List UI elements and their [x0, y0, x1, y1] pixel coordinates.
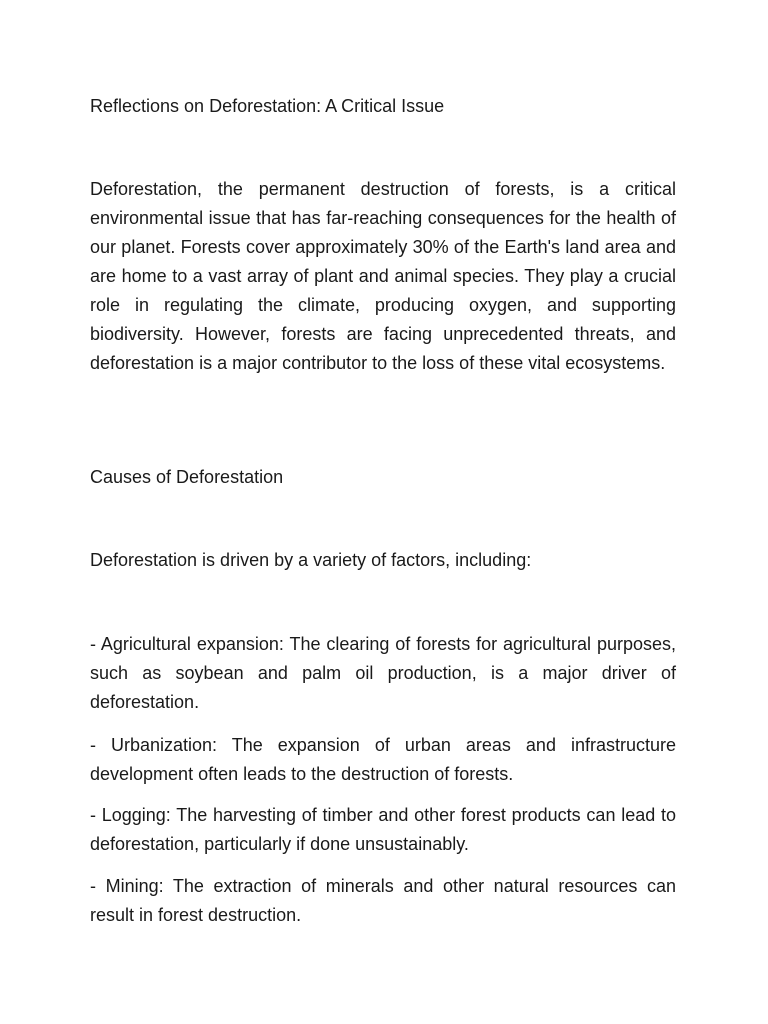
intro-paragraph: Deforestation, the permanent destruction of forests, is a critical environmental issue that has far-reaching consequences for the health of our planet. Forests cover approximately 30% of the Earth's land area and are home to a vast array of plant and animal species. They play a crucial role in regulating the climate, producing oxygen, and supporting biodiversity. However, forests are facing unprecedented threats, and deforestation is a major contributor to the loss of these vital ecosystems. — [90, 179, 676, 373]
cause-item-mining: - Mining: The extraction of minerals and other natural resources can result in forest destruction. — [90, 876, 676, 925]
document-title: Reflections on Deforestation: A Critical Issue — [90, 96, 445, 116]
cause-item-agriculture: - Agricultural expansion: The clearing of forests for agricultural purposes, such as soybean and palm oil production, is a major driver of deforestation. — [90, 634, 676, 712]
section-heading-causes: Causes of Deforestation — [90, 467, 284, 487]
cause-item-logging: - Logging: The harvesting of timber and other forest products can lead to deforestation, particularly if done unsustainably. — [90, 805, 676, 854]
cause-item-urbanization: - Urbanization: The expansion of urban areas and infrastructure development often leads to the destruction of forests. — [90, 735, 676, 784]
causes-lead-paragraph: Deforestation is driven by a variety of factors, including: — [90, 550, 532, 570]
